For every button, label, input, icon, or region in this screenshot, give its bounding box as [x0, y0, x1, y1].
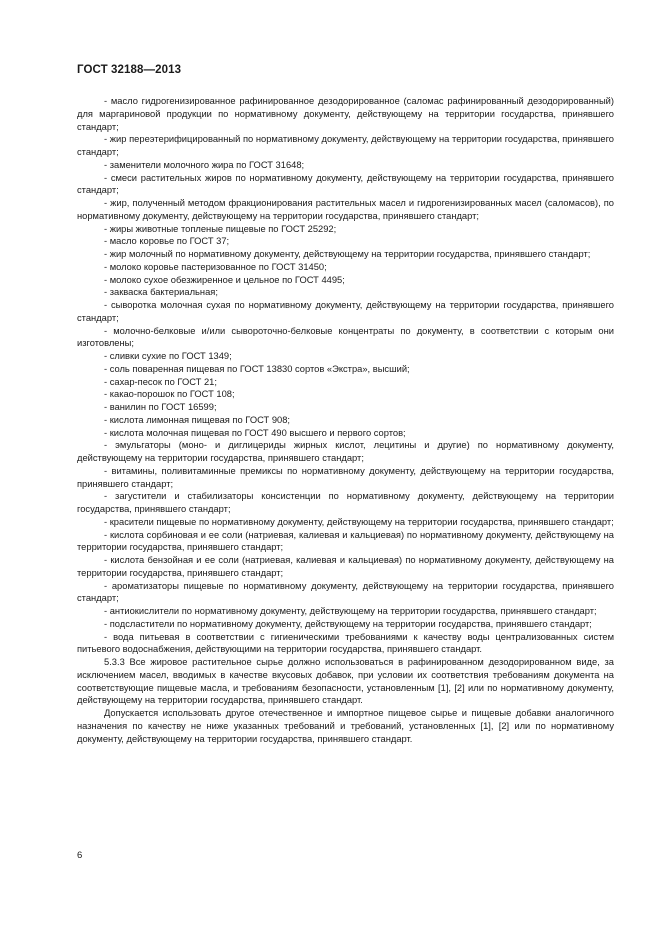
body-paragraph: - какао-порошок по ГОСТ 108;	[104, 389, 235, 400]
body-paragraph: - молоко сухое обезжиренное и цельное по ГОСТ 4495;	[104, 274, 345, 285]
body-paragraph: - масло гидрогенизированное рафинированное дезодорированное (саломас рафинированный дезодорированный) для маргариновой продукции по нормативному документу, действующему на территории государства, принявшего стандарт;	[77, 96, 614, 132]
body-paragraph: - кислота молочная пищевая по ГОСТ 490 высшего и первого сортов;	[104, 427, 406, 438]
body-paragraph: - кислота сорбиновая и ее соли (натриевая, калиевая и кальциевая) по нормативному документу, действующему на территории государства, принявшего стандарт;	[77, 529, 614, 553]
body-paragraph: - антиокислители по нормативному документу, действующему на территории государства, принявшего стандарт;	[104, 606, 597, 616]
body-paragraph: - молоко коровье пастеризованное по ГОСТ 31450;	[104, 261, 327, 272]
body-paragraph: - вода питьевая в соответствии с гигиеническими требованиями к качеству воды централизованных систем питьевого водоснабжения, действующими на территории государства, принявшего стандарт.	[77, 631, 614, 655]
body-paragraph: - жиры животные топленые пищевые по ГОСТ 25292;	[104, 223, 337, 234]
body-paragraph: - соль поваренная пищевая по ГОСТ 13830 сортов «Экстра», высший;	[104, 363, 410, 374]
body-paragraph: - жир переэтерифицированный по нормативному документу, действующему на территории государства, принявшего стандарт;	[77, 134, 614, 157]
body-paragraph: - молочно-белковые и/или сывороточно-белковые концентраты по документу, в соответствии с которым они изготовлены;	[77, 325, 614, 349]
body-paragraph: - сахар-песок по ГОСТ 21;	[104, 376, 217, 387]
body-text	[77, 95, 614, 745]
body-paragraph: - кислота бензойная и ее соли (натриевая, калиевая и кальциевая) по нормативному документу, действующему на территории государства, принявшего стандарт;	[77, 555, 614, 578]
body-paragraph: - витамины, поливитаминные премиксы по нормативному документу, действующему на территории государства, принявшего стандарт;	[77, 465, 614, 489]
body-paragraph: - красители пищевые по нормативному документу, действующему на территории государства, принявшего стандарт;	[104, 516, 614, 527]
body-paragraph: - смеси растительных жиров по нормативному документу, действующему на территории государства, принявшего стандарт;	[77, 172, 614, 196]
body-paragraph: 5.3.3 Все жировое растительное сырье должно использоваться в рафинированном дезодорированном виде, за исключением масел, вводимых в качестве вкусовых добавок, при условии их соответствия требованиям документа на соответствующие пищевые масла, и требованиям безопасности, установленным [1], [2] или по нормативному документу, действующему на территории государства, принявшего стандарт.	[77, 657, 614, 706]
document-header: ГОСТ 32188—2013	[77, 64, 182, 76]
body-paragraph: - сливки сухие по ГОСТ 1349;	[104, 351, 232, 361]
body-paragraph: - ванилин по ГОСТ 16599;	[104, 402, 217, 412]
body-paragraph: - заменители молочного жира по ГОСТ 31648;	[104, 159, 305, 170]
body-paragraph: - подсластители по нормативному документу, действующему на территории государства, принявшего стандарт;	[104, 618, 592, 629]
body-paragraph: - жир молочный по нормативному документу, действующему на территории государства, принявшего стандарт;	[104, 249, 591, 259]
body-paragraph: - жир, полученный методом фракционирования растительных масел и гидрогенизированных масел (саломасов), по нормативному документу, действующему на территории государства, принявшего стандарт;	[77, 198, 614, 221]
body-paragraph: - масло коровье по ГОСТ 37;	[104, 236, 230, 247]
body-paragraph: - закваска бактериальная;	[104, 287, 218, 298]
body-paragraph: Допускается использовать другое отечественное и импортное пищевое сырье и пищевые добавки аналогичного назначения по качеству не ниже указанных требований и требований, установленных [1], [2] или по нормативному документу, действующему на территории государства, принявшего стандарт.	[77, 708, 614, 744]
page-number: 6	[77, 850, 83, 861]
body-paragraph: - ароматизаторы пищевые по нормативному документу, действующему на территории государства, принявшего стандарт;	[77, 580, 614, 604]
body-paragraph: - загустители и стабилизаторы консистенции по нормативному документу, действующему на территории государства, принявшего стандарт;	[77, 491, 614, 514]
body-paragraph: - кислота лимонная пищевая по ГОСТ 908;	[104, 414, 291, 425]
body-paragraph: - эмульгаторы (моно- и диглицериды жирных кислот, лецитины и другие) по нормативному документу, действующему на территории государства, принявшего стандарт;	[77, 440, 614, 463]
body-paragraph: - сыворотка молочная сухая по нормативному документу, действующему на территории государства, принявшего стандарт;	[77, 300, 614, 323]
